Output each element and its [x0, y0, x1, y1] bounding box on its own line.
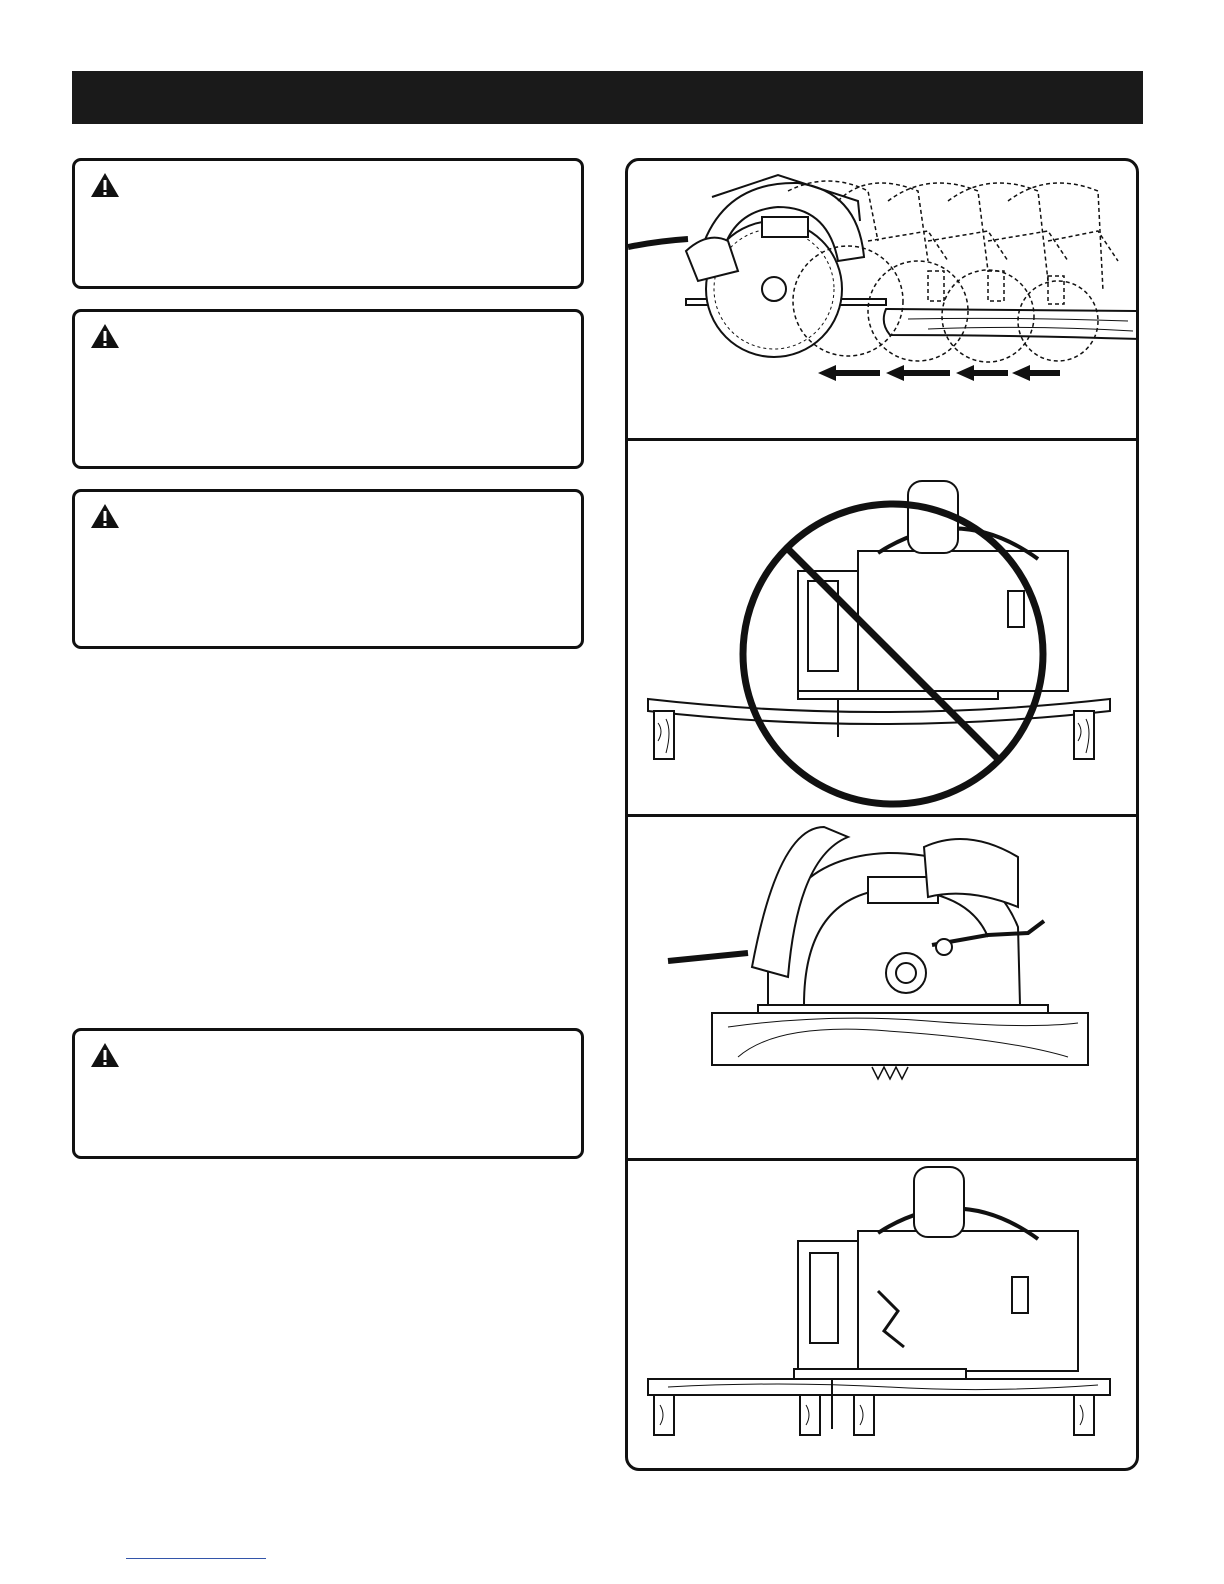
figure-frame: [625, 158, 1139, 1471]
figure-pocket-cut-sequence: [628, 161, 1136, 439]
warning-box-4: [72, 1028, 584, 1159]
figure-crosscut-on-board: [628, 817, 1136, 1159]
figure-correct-support: [628, 1161, 1136, 1471]
section-header-bar: [72, 71, 1143, 124]
figure-incorrect-support: [628, 441, 1136, 815]
warning-box-1: [72, 158, 584, 289]
warning-triangle-icon: [89, 322, 121, 350]
saw-sequence-illustration: [628, 161, 1136, 439]
warning-triangle-icon: [89, 502, 121, 530]
warning-triangle-icon: [89, 1041, 121, 1069]
incorrect-support-illustration: [628, 441, 1136, 815]
warning-triangle-icon: [89, 171, 121, 199]
footer-link-underline: [126, 1558, 266, 1559]
warning-box-2: [72, 309, 584, 469]
side-view-illustration: [628, 817, 1136, 1159]
direction-arrows: [818, 365, 1060, 381]
warning-box-3: [72, 489, 584, 649]
correct-support-illustration: [628, 1161, 1136, 1471]
